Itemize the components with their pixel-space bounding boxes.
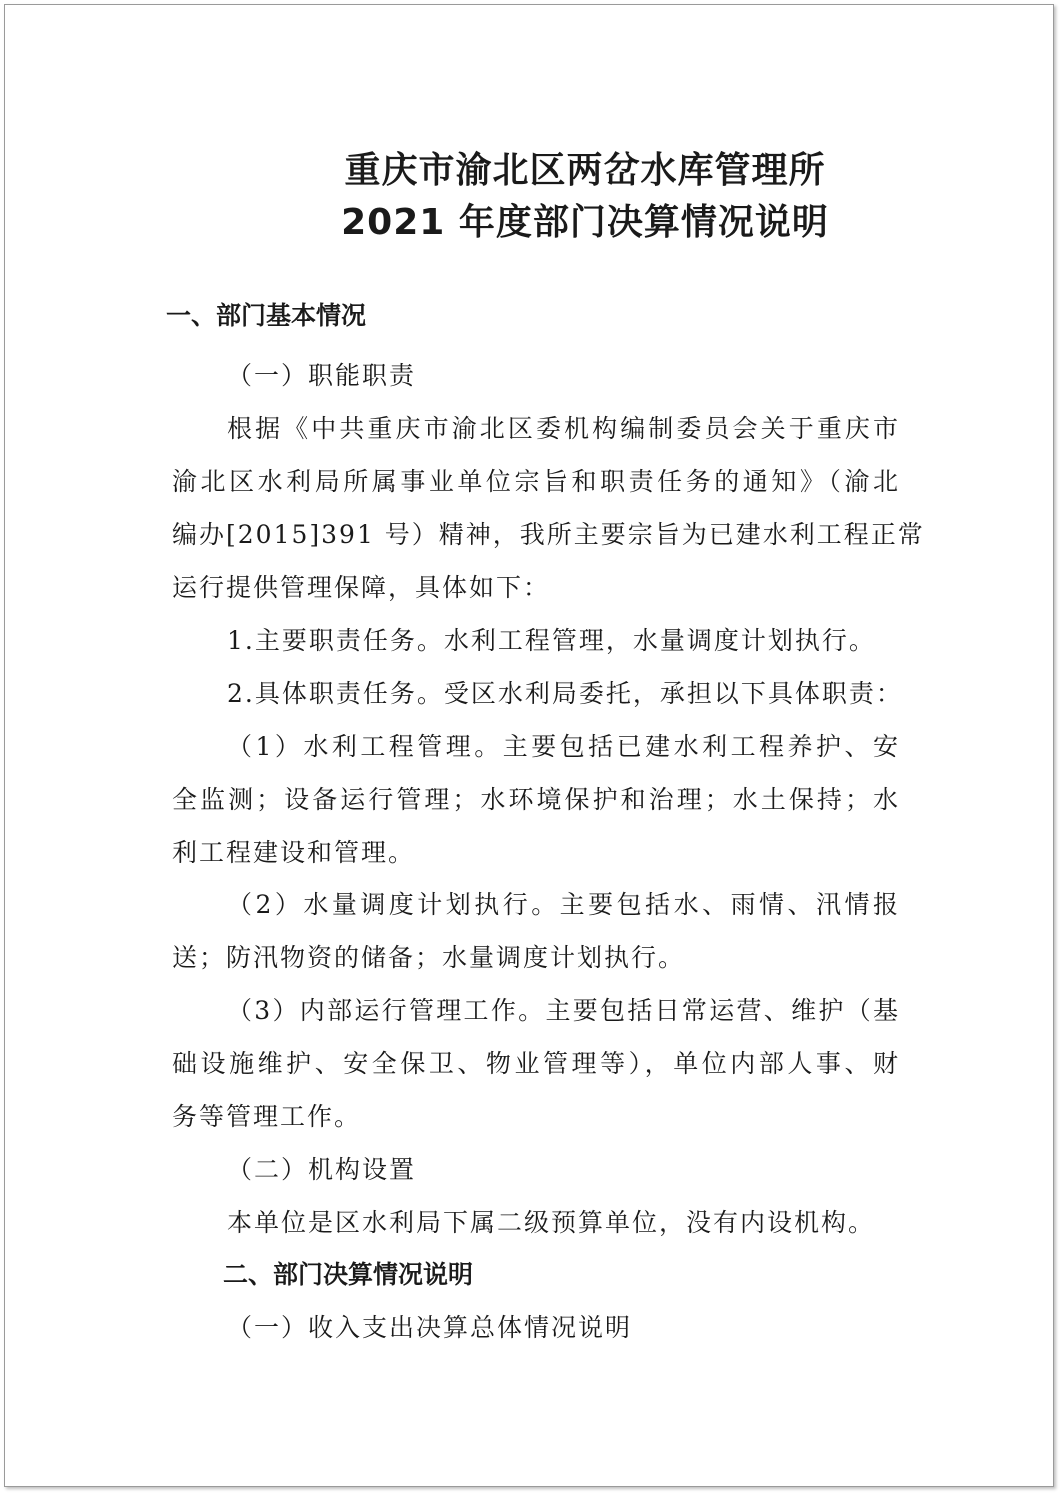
duty2-line: 送；防汛物资的储备；水量调度计划执行。 — [172, 943, 686, 972]
document-title-line2: 2021 年度部门决算情况说明 — [341, 202, 829, 243]
duty3-line: （3）内部运行管理工作。主要包括日常运营、维护（基 — [227, 996, 900, 1025]
paragraph-line: 编办[2015]391 号）精神，我所主要宗旨为已建水利工程正常 — [172, 520, 925, 549]
duty2-line: （2）水量调度计划执行。主要包括水、雨情、汛情报 — [227, 890, 900, 919]
duty1-line: 全监测；设备运行管理；水环境保护和治理；水土保持；水 — [172, 785, 900, 814]
subsection-revenue-expenditure-heading: （一）收入支出决算总体情况说明 — [227, 1313, 633, 1342]
organization-text: 本单位是区水利局下属二级预算单位，没有内设机构。 — [227, 1208, 876, 1237]
document-page — [4, 4, 1054, 1487]
paragraph-line: 运行提供管理保障，具体如下： — [172, 573, 551, 602]
subsection-functions-heading: （一）职能职责 — [227, 361, 417, 390]
duty1-line: （1）水利工程管理。主要包括已建水利工程养护、安 — [227, 732, 900, 761]
subsection-organization-heading: （二）机构设置 — [227, 1155, 417, 1184]
paragraph-line: 根据《中共重庆市渝北区委机构编制委员会关于重庆市 — [227, 414, 900, 443]
main-duty-item: 1.主要职责任务。水利工程管理，水量调度计划执行。 — [227, 626, 876, 655]
document-title-line1: 重庆市渝北区两岔水库管理所 — [344, 150, 826, 191]
specific-duty-item: 2.具体职责任务。受区水利局委托，承担以下具体职责： — [227, 679, 903, 708]
duty1-line: 利工程建设和管理。 — [172, 838, 416, 867]
section2-heading: 二、部门决算情况说明 — [223, 1260, 474, 1289]
duty3-line: 务等管理工作。 — [172, 1102, 362, 1131]
paragraph-line: 渝北区水利局所属事业单位宗旨和职责任务的通知》（渝北 — [172, 467, 900, 496]
section1-heading: 一、部门基本情况 — [166, 301, 367, 330]
duty3-line: 础设施维护、安全保卫、物业管理等），单位内部人事、财 — [172, 1049, 900, 1078]
